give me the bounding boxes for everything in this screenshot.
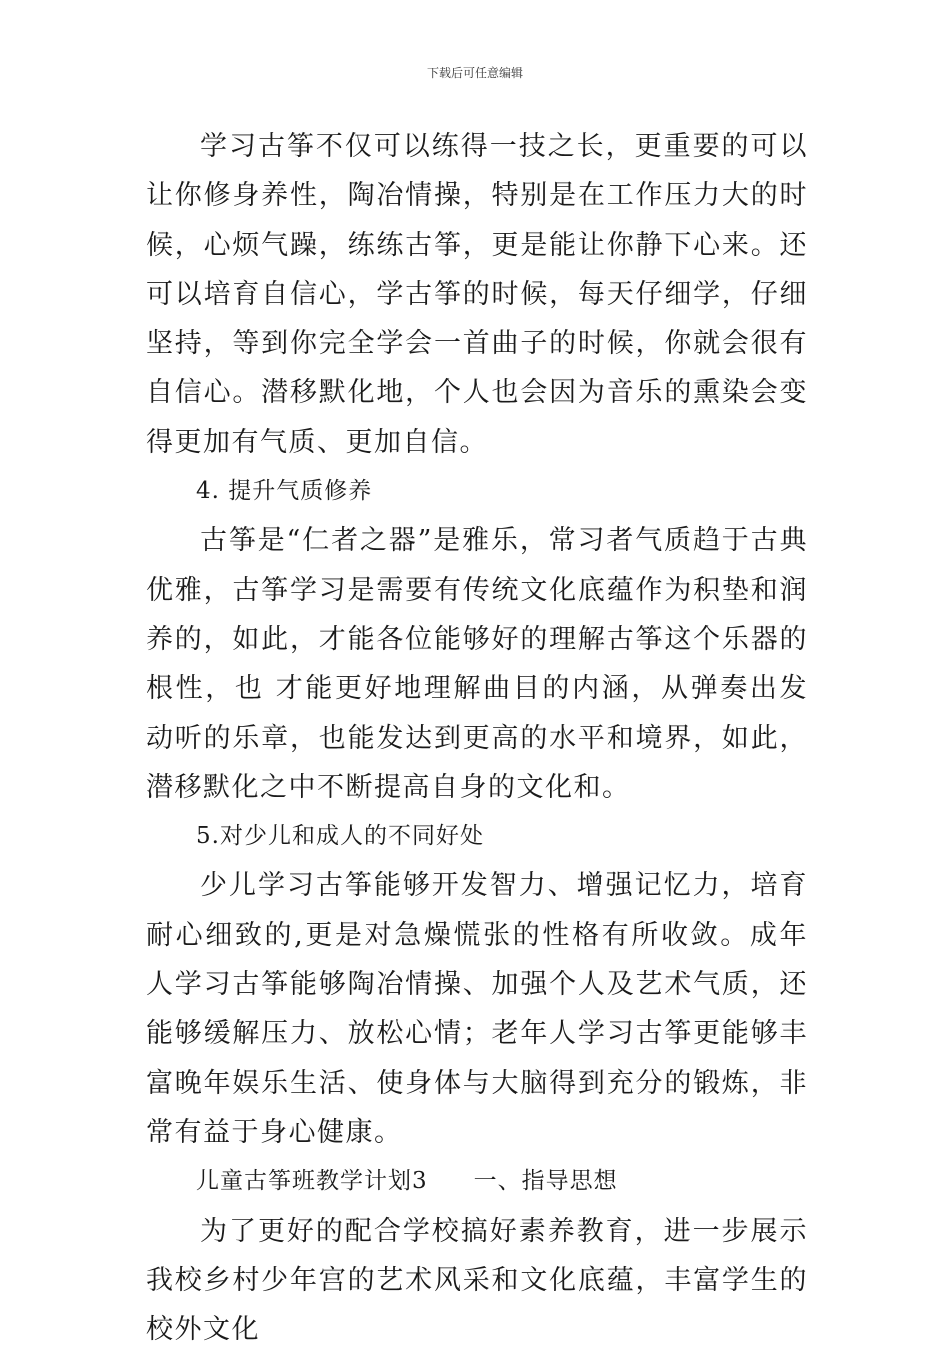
paragraph-2: 古筝是“仁者之器”是雅乐，常习者气质趋于古典优雅，古筝学习是需要有传统文化底蕴作为积垫和润养的，如此，才能各位能够好的理解古筝这个乐器的根性，也 才能更好地理解曲目的内涵，从弹奏出发动听的乐章，也能发达到更高的水平和境界，如此，潜移默化之中不断提高自身的文化和。 (146, 525, 808, 803)
paragraph-1: 学习古筝不仅可以练得一技之长，更重要的可以让你修身养性，陶冶情操，特别是在工作压力大的时候，心烦气躁，练练古筝，更是能让你静下心来。还可以培育自信心，学古筝的时候，每天仔细学，仔细坚持，等到你完全学会一首曲子的时候，你就会很有自信心。潜移默化地，个人也会因为音乐的熏染会变得更加有气质、更加自信。 (146, 131, 808, 458)
header-note: 下载后可任意编辑 (426, 66, 523, 80)
plan-heading (146, 1157, 808, 1206)
document-body (146, 122, 808, 1354)
paragraph-4: 为了更好的配合学校搞好素养教育，进一步展示我校乡村少年宫的艺术风采和文化底蕴，丰富学生的校外文化 (146, 1215, 808, 1346)
plan-title: 儿童古筝班教学计划3 (196, 1168, 428, 1195)
paragraph-3: 少儿学习古筝能够开发智力、增强记忆力，培育耐心细致的,更是对急燥慌张的性格有所收敛。成年人学习古筝能够陶冶情操、加强个人及艺术气质，还能够缓解压力、放松心情；老年人学习古筝更能够丰富晚年娱乐生活、使身体与大脑得到充分的锻炼，非常有益于身心健康。 (146, 870, 808, 1148)
heading-5: 5.对少儿和成人的不同好处 (196, 823, 484, 850)
plan-section: 一、指导思想 (473, 1168, 618, 1195)
heading-4: 4. 提升气质修养 (196, 478, 373, 505)
